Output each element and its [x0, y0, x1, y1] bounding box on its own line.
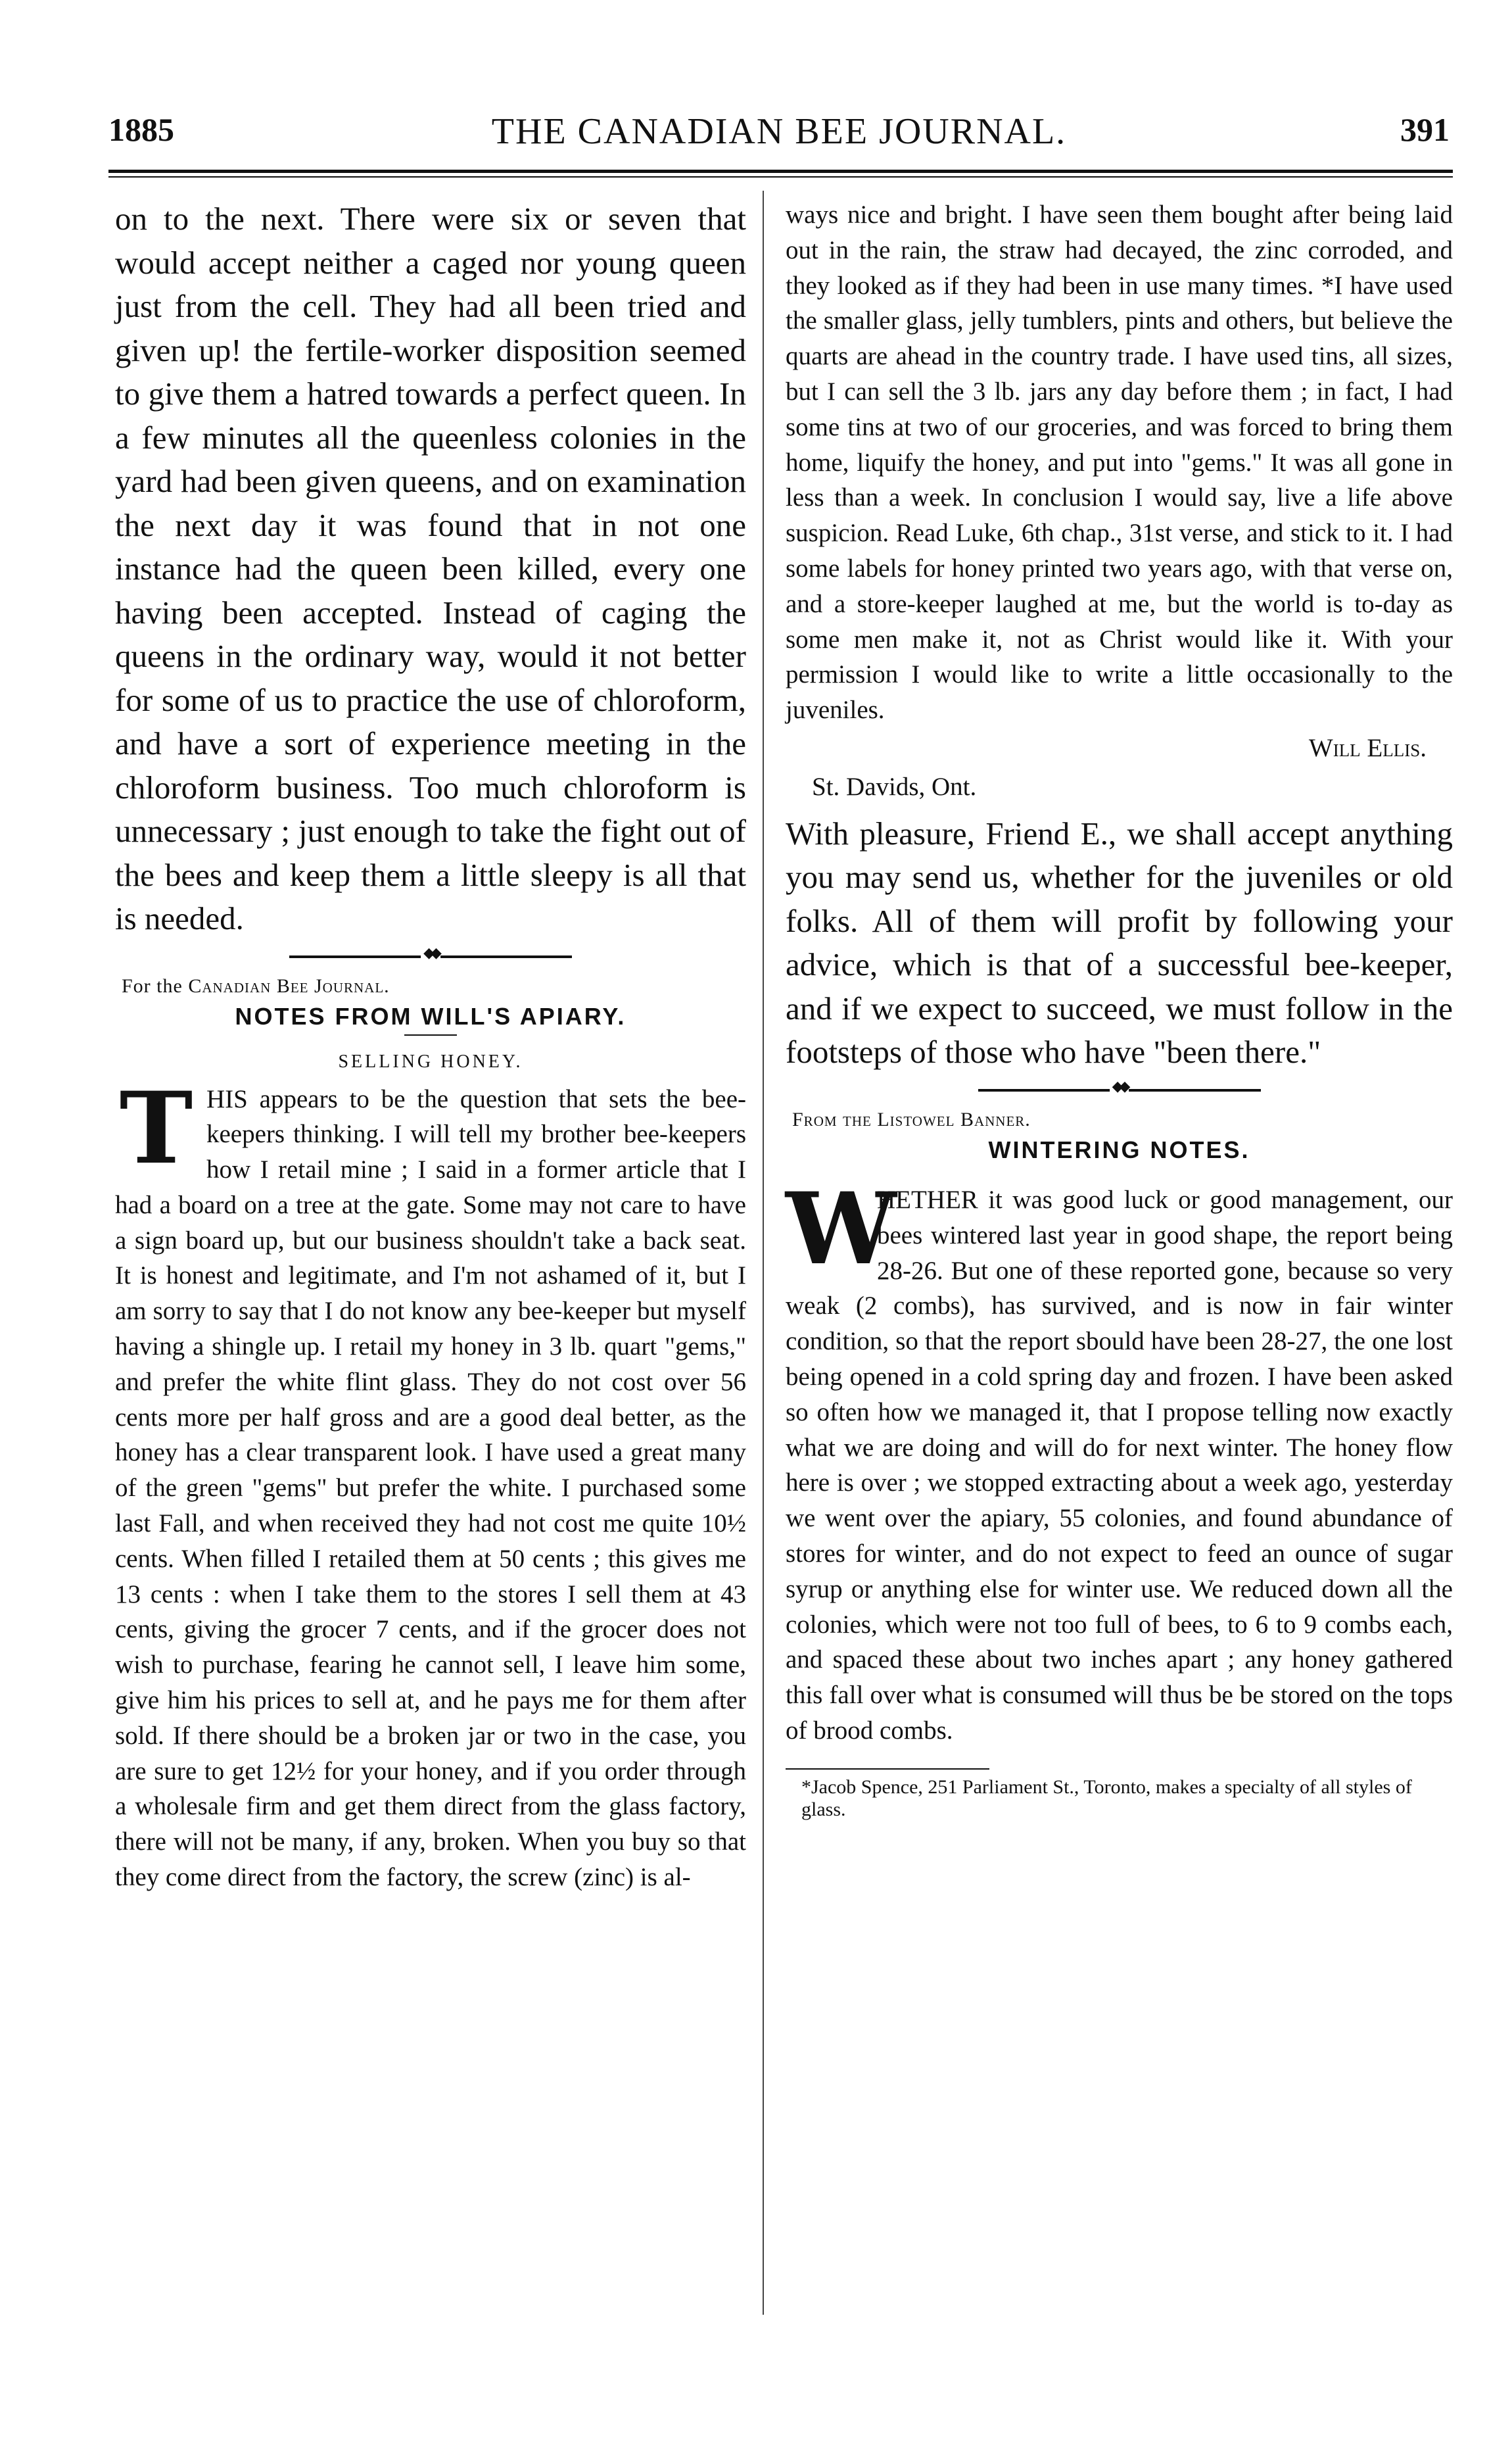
author-place: St. Davids, Ont.	[812, 772, 977, 801]
continued-paragraph-right: ways nice and bright. I have seen them bought after being laid out in the rain, the straw had decayed, the zinc corroded, and they looked as if they had been in use many times. *I have used the smaller glass, jelly tumblers, pints and others, but believe the quarts are ahead in the country trade. I have used tins, all sizes, but I can sell the 3 lb. jars any day before them ; in fact, I had some tins at two of our groceries, and was forced to bring them home, liquify the honey, and put into "gems." It was all gone in less than a week. In conclusion I would say, live a life above suspicion. Read Luke, 6th chap., 31st verse, and stick to it. I had some labels for honey printed two years ago, with that verse on, and a store-keeper laughed at me, but the world is to-day as some men make it, not as Christ would like it. With your permission I would like to write a little occasionally to the juveniles.	[786, 201, 1453, 725]
footnote: *Jacob Spence, 251 Parliament St., Toronto, makes a specialty of all styles of glass.	[801, 1776, 1412, 1820]
dropcap-letter-right: W	[786, 1171, 897, 1287]
author-signature: Will Ellis.	[1308, 733, 1427, 762]
header-rule	[108, 170, 1453, 173]
title-underline	[404, 1034, 457, 1036]
credit-source-right: From the Listowel Banner.	[792, 1108, 1031, 1130]
running-header	[108, 110, 1450, 163]
editor-reply: With pleasure, Friend E., we shall accept anything you may send us, whether for the juveniles or old folks. All of them will profit by following your advice, which is that of a successful bee-keeper, and if we expect to succeed, we must follow in the footsteps of those who have "been there."	[786, 815, 1453, 1071]
article-subtitle: SELLING HONEY.	[338, 1051, 523, 1072]
article-title: NOTES FROM WILL'S APIARY.	[235, 1002, 626, 1030]
right-column	[786, 197, 1453, 1821]
article-body-text: HIS appears to be the question that sets the bee-keepers thinking. I will tell my brother bee-keepers how I retail mine ; I said in a former article that I had a board on a tree at the gate. Some may not care to have a sign board up, but our business shouldn't take a back seat. It is honest and legitimate, and I'm not ashamed of it, but I am sorry to say that I do not know any bee-keeper but myself having a shingle up. I retail my honey in 3 lb. quart "gems," and prefer the white flint glass. They do not cost over 56 cents more per half gross and are a good deal better, as the honey has a clear transparent look. I have used a great many of the green "gems" but prefer the white. I purchased some last Fall, and when received they had not cost me quite 10½ cents. When filled I retailed them at 50 cents ; this gives me 13 cents : when I take them to the stores I sell them at 43 cents, giving the grocer 7 cents, and if the grocer does not wish to purchase, fearing he cannot sell, I leave him some, give him his prices to sell at, and he pays me for them after sold. If there should be a broken jar or two in the case, you are sure to get 12½ for your honey, and if you order through a wholesale firm and get them direct from the glass factory, there will not be many, if any, broken. When you buy so that they come direct from the factory, the screw (zinc) is al-	[115, 1084, 746, 1892]
header-year: 1885	[108, 111, 174, 148]
footnote-rule	[786, 1768, 989, 1770]
header-rule-thin	[108, 176, 1453, 178]
credit-source: Canadian Bee Journal.	[188, 975, 390, 997]
column-divider	[763, 191, 764, 2315]
article-credit-right	[792, 1109, 1453, 1131]
journal-title: THE CANADIAN BEE JOURNAL.	[491, 111, 1067, 152]
page-number: 391	[1400, 111, 1450, 148]
ornamental-divider	[289, 955, 572, 958]
article-credit	[122, 975, 746, 998]
article-title-right: WINTERING NOTES.	[988, 1136, 1250, 1163]
article-body-text-right: HETHER it was good luck or good management, our bees wintered last year in good shape, the report being 28-26. But one of these reported gone, because so very weak (2 combs), has survived, and is now in fair winter condition, so that the report sbould have been 28-27, the one lost being opened in a cold spring day and frozen. I have been asked so often how we managed it, that I propose telling now exactly what we are doing and will do for next winter. The honey flow here is over ; we stopped extracting about a week ago, yesterday we went over the apiary, 55 colonies, and found abundance of stores for winter, and do not expect to feed an ounce of sugar syrup or anything else for winter use. We reduced down all the colonies, which were not too full of bees, to 6 to 9 combs each, and spaced these about two inches apart ; any honey gathered this fall over what is consumed will thus be be stored on the tops of brood combs.	[786, 1185, 1453, 1745]
left-column	[115, 197, 746, 1895]
article-body-right	[786, 1171, 1453, 1749]
continued-paragraph: on to the next. There were six or seven that would accept neither a caged nor young queen just from the cell. They had all been tried and given up! the fertile-worker disposition seemed to give them a hatred towards a perfect queen. In a few minutes all the queenless colonies in the yard had been given queens, and on examination the next day it was found that in not one instance had the queen been killed, every one having been accepted. Instead of caging the queens in the ordinary way, would it not better for some of us to practice the use of chloroform, and have a sort of experience meeting in the chloroform business. Too much chloroform is unnecessary ; just enough to take the fight out of the bees and keep them a little sleepy is all that is needed.	[115, 201, 746, 936]
dropcap-letter: T	[119, 1070, 193, 1186]
article-body	[115, 1070, 746, 1895]
credit-prefix: For the	[122, 975, 183, 997]
ornamental-divider-right	[978, 1089, 1261, 1092]
